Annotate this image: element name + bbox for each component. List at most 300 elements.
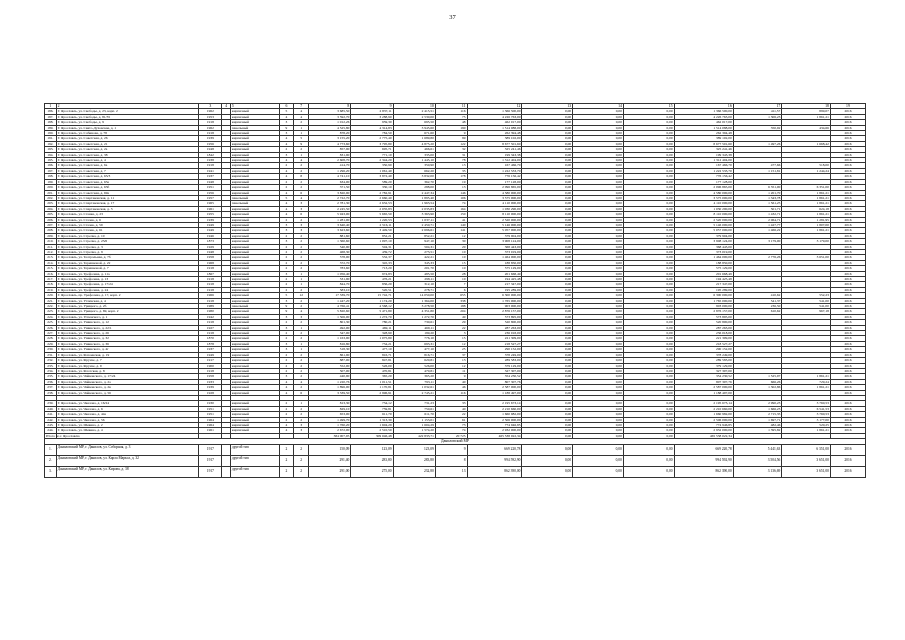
table-cell: 1 — [45, 104, 57, 109]
table-cell: 671,60 — [393, 131, 435, 136]
table-cell: 4 580 000,00 — [674, 190, 733, 195]
table-cell: 389 102,00 — [674, 136, 733, 141]
table-cell: кирпичный — [230, 282, 279, 287]
table-cell: 0,00 — [522, 228, 573, 233]
table-cell: 278,71 — [393, 287, 435, 292]
table-cell: 836,20 — [351, 282, 393, 287]
table-cell: 186. — [45, 109, 57, 114]
table-cell: 197. — [45, 168, 57, 173]
table-cell: 221 309,00 — [467, 336, 522, 341]
table-cell: кирпичный — [230, 217, 279, 222]
table-cell: 0,00 — [522, 255, 573, 260]
table-cell: 2 — [294, 163, 309, 168]
table-cell: 33 — [435, 401, 467, 406]
table-cell: 816,80 — [309, 341, 351, 346]
table-cell: 1939 — [199, 385, 222, 390]
table-cell: 9 — [435, 444, 467, 455]
table-cell: 0,00 — [573, 379, 624, 384]
table-cell: 2016 — [830, 390, 865, 395]
table-cell: 2016 — [830, 363, 865, 368]
table-cell: Г. Ярославль, ул. Свободы, д. 81/35 — [56, 114, 199, 119]
table-cell: Г. Ярославль, ул. Спартаковская, д. 17 — [56, 201, 199, 206]
table-cell: 214. — [45, 260, 57, 265]
table-cell: 9 — [351, 104, 393, 109]
table-cell: 2 — [279, 244, 294, 249]
table-cell: 1949 — [199, 352, 222, 357]
table-cell: Даниловский МР, г. Данилов, ул. Соборная, д. 3 — [56, 444, 199, 455]
table-cell: 573 895,00 — [467, 314, 522, 319]
table-cell: 2016 — [830, 141, 865, 146]
table-cell: 0,00 — [573, 428, 624, 433]
table-cell: 4 — [279, 158, 294, 163]
table-cell: 0,00 — [573, 368, 624, 373]
table-cell: 3 945,60 — [393, 125, 435, 130]
table-cell: 3 820,90 — [309, 190, 351, 195]
table-cell: 520 800,00 — [674, 320, 733, 325]
table-cell: кирпичный — [230, 363, 279, 368]
table-cell: Г. Ярославль, ул. Трефолева, д. 11а — [56, 271, 199, 276]
table-cell: 1 604,29 — [393, 422, 435, 427]
table-cell: 0,00 — [522, 266, 573, 271]
table-cell: 1956 — [199, 190, 222, 195]
table-cell: панельный — [230, 304, 279, 309]
page-number: 37 — [449, 14, 456, 21]
table-cell: 462 017,00 — [467, 120, 522, 125]
table-cell: 2 876 157,00 — [674, 309, 733, 314]
table-cell: 0,00 — [522, 168, 573, 173]
table-cell: 541,00 — [782, 298, 831, 303]
table-cell: 17 — [733, 104, 782, 109]
table-cell: 2 587 000,00 — [467, 385, 522, 390]
table-cell: 3. — [45, 466, 57, 477]
table-cell: 9 — [435, 374, 467, 379]
table-cell: 0,00 — [623, 163, 674, 168]
table-cell: 0,00 — [573, 390, 624, 395]
table-cell: 2 782,91 — [351, 190, 393, 195]
table-cell: 1 861,21 — [782, 195, 831, 200]
table-cell: 0,00 — [623, 201, 674, 206]
table-cell: 807 307,76 — [467, 379, 522, 384]
table-cell: другой тип — [230, 444, 279, 455]
table-cell: 1 514 088,00 — [467, 125, 522, 130]
table-cell: 967,18 — [782, 309, 831, 314]
table-cell: 3 179,00 — [733, 239, 782, 244]
table-cell: 389 102,00 — [467, 136, 522, 141]
table-cell: 167 466,70 — [467, 163, 522, 168]
table-cell: 829,10 — [309, 406, 351, 411]
table-cell: 11 — [435, 104, 467, 109]
table-cell: 2 — [294, 304, 309, 309]
table-cell: 3 — [279, 341, 294, 346]
table-cell: 1958 — [199, 255, 222, 260]
table-cell: 0,00 — [522, 379, 573, 384]
table-cell: 2016 — [830, 406, 865, 411]
table-cell: 0,00 — [522, 244, 573, 249]
table-cell: 345,33 — [351, 260, 393, 265]
table-cell: 0,00 — [573, 298, 624, 303]
table-cell: 2 — [279, 358, 294, 363]
table-cell: 4 351,80 — [393, 309, 435, 314]
table-cell: 0,00 — [623, 266, 674, 271]
table-cell: 1 427,77 — [733, 222, 782, 227]
table-cell: 298,11 — [393, 277, 435, 282]
table-cell: кирпичный — [230, 249, 279, 254]
table-cell: 0,00 — [573, 206, 624, 211]
table-cell: 1 075,80 — [351, 336, 393, 341]
table-cell: 241. — [45, 412, 57, 417]
table-cell: 1 — [294, 271, 309, 276]
table-cell: Г. Ярославль, ул. Ушинского, д. 12 — [56, 320, 199, 325]
table-cell: 3 — [294, 228, 309, 233]
table-cell: 0,00 — [623, 271, 674, 276]
table-cell: 0,00 — [623, 379, 674, 384]
table-cell — [222, 466, 230, 477]
table-cell: 734,21 — [351, 341, 393, 346]
table-cell: 1964 — [199, 417, 222, 422]
table-cell: 2 — [279, 455, 294, 466]
table-cell: 3 640,40 — [309, 222, 351, 227]
table-cell: 7 — [294, 104, 309, 109]
table-cell: 470,81 — [393, 368, 435, 373]
table-cell: 0,00 — [623, 125, 674, 130]
table-cell: 994 592,90 — [674, 455, 733, 466]
table-cell: 434,66 — [782, 125, 831, 130]
table-cell: 1 170,81 — [351, 385, 393, 390]
table-cell: 0,00 — [573, 341, 624, 346]
table-cell: 1917 — [199, 455, 222, 466]
table-cell: 759,81 — [351, 406, 393, 411]
table-cell: 116 — [435, 109, 467, 114]
table-cell: 0,00 — [623, 314, 674, 319]
table-cell: 1918 — [199, 320, 222, 325]
table-cell: 1 — [294, 131, 309, 136]
table-cell: 1 666,23 — [733, 406, 782, 411]
table-cell: 0,00 — [623, 385, 674, 390]
section-title: Даниловский МР — [45, 439, 866, 444]
table-cell: 1 272,70 — [351, 314, 393, 319]
table-cell: 1 765 000,00 — [674, 298, 733, 303]
table-cell: 0,00 — [573, 141, 624, 146]
table-cell: 2 — [294, 298, 309, 303]
table-cell: 575 129,00 — [467, 266, 522, 271]
table-cell: 0,00 — [623, 466, 674, 477]
table-cell: 2 996,91 — [351, 390, 393, 395]
table-cell: 354 230,52 — [674, 374, 733, 379]
table-cell: 237. — [45, 385, 57, 390]
table-cell: 2 — [279, 179, 294, 184]
table-cell: кирпичный — [230, 374, 279, 379]
table-cell: 116 — [435, 390, 467, 395]
table-cell: 0,00 — [573, 271, 624, 276]
table-cell: 2 608,70 — [309, 158, 351, 163]
table-cell: 2 — [294, 249, 309, 254]
table-cell: 611,70 — [351, 412, 393, 417]
table-cell: 2 — [294, 406, 309, 411]
table-cell: 439,72 — [351, 249, 393, 254]
table-cell: кирпичный — [230, 260, 279, 265]
table-cell: Г. Ярославль, ул. Спартаковская, д. 11 — [56, 195, 199, 200]
table-cell: 3 179,00 — [782, 239, 831, 244]
table-cell: 1 395,82 — [733, 428, 782, 433]
table-cell: 2 — [56, 104, 199, 109]
table-cell: 365,20 — [393, 374, 435, 379]
table-cell: 19 — [830, 104, 865, 109]
table-cell: 0,00 — [623, 287, 674, 292]
table-cell: 0,00 — [623, 341, 674, 346]
table-cell: 3 — [279, 152, 294, 157]
table-cell: 0,00 — [522, 152, 573, 157]
table-cell: 188 — [435, 304, 467, 309]
table-cell: 0,00 — [623, 255, 674, 260]
table-cell: 693,31 — [393, 341, 435, 346]
table-cell: 0,00 — [522, 363, 573, 368]
table-cell: 228. — [45, 336, 57, 341]
table-cell: 74 — [435, 428, 467, 433]
table-cell: 1 689,80 — [393, 136, 435, 141]
table-cell: 0,00 — [623, 109, 674, 114]
table-cell: 5 — [230, 104, 279, 109]
table-cell: 3 — [294, 428, 309, 433]
table-cell: 1 302,86 — [733, 385, 782, 390]
table-cell: 2 — [294, 331, 309, 336]
table-cell: 0,00 — [522, 331, 573, 336]
table-cell: 223. — [45, 309, 57, 314]
table-cell: кирпичный — [230, 168, 279, 173]
table-cell: 1962 — [199, 125, 222, 130]
table-cell: 1 525,97 — [733, 374, 782, 379]
table-cell: кирпичный — [230, 179, 279, 184]
table-cell: Г. Ярославль, пр. Трефолева, д. 17, корп. 2 — [56, 293, 199, 298]
table-cell: 338 — [435, 298, 467, 303]
table-cell: 774 946,85 — [674, 422, 733, 427]
table-cell: 0,00 — [623, 174, 674, 179]
table-cell: 1 366 500,00 — [467, 109, 522, 114]
table-cell: 15 — [435, 260, 467, 265]
table-cell: 2016 — [830, 147, 865, 152]
table-cell: 2 415,51 — [393, 109, 435, 114]
table-cell: 713,20 — [351, 266, 393, 271]
table-cell: 1918 — [199, 266, 222, 271]
table-cell: Г. Ярославль, ул. Стачек, д. 6 — [56, 217, 199, 222]
table-cell: 1 668,42 — [782, 141, 831, 146]
table-cell: 774 946,85 — [467, 422, 522, 427]
table-cell: кирпичный — [230, 244, 279, 249]
table-cell: 2 775,40 — [351, 136, 393, 141]
table-cell: 2016 — [830, 163, 865, 168]
table-cell: 0,00 — [623, 249, 674, 254]
table-cell: 275,00 — [351, 466, 393, 477]
table-cell: 2016 — [830, 260, 865, 265]
table-cell: 947,10 — [393, 239, 435, 244]
table-cell: 233. — [45, 363, 57, 368]
table-cell: 22 — [435, 325, 467, 330]
table-cell: 1 343,78 — [733, 195, 782, 200]
table-cell: 362,70 — [393, 179, 435, 184]
table-cell: кирпичный — [230, 358, 279, 363]
table-cell: 2 990,23 — [733, 401, 782, 406]
table-cell: 372,70 — [309, 260, 351, 265]
table-cell: 655 — [435, 293, 467, 298]
table-cell: 242. — [45, 417, 57, 422]
table-cell: 1 861,21 — [782, 228, 831, 233]
table-cell: кирпичный — [230, 109, 279, 114]
table-cell: 0,00 — [522, 336, 573, 341]
table-cell: 477,66 — [733, 163, 782, 168]
table-cell: 232. — [45, 358, 57, 363]
table-cell: 0,00 — [573, 347, 624, 352]
table-cell: 7 — [435, 282, 467, 287]
table-cell: 4 — [279, 422, 294, 427]
table-cell: 6 — [294, 190, 309, 195]
table-cell: 2 — [279, 320, 294, 325]
table-cell: 624,18 — [782, 206, 831, 211]
table-cell: 1 360,60 — [309, 239, 351, 244]
table-cell: 0,00 — [573, 304, 624, 309]
table-cell: 178 — [435, 174, 467, 179]
table-cell: 2016 — [830, 401, 865, 406]
table-cell: 852,21 — [393, 233, 435, 238]
table-cell: 0,00 — [522, 352, 573, 357]
table-cell: 0,00 — [573, 466, 624, 477]
table-cell: 1 506,00 — [309, 314, 351, 319]
table-cell: 0,00 — [573, 233, 624, 238]
table-cell: 0,00 — [573, 158, 624, 163]
table-cell: 4 — [279, 206, 294, 211]
table-cell: панельный — [230, 125, 279, 130]
table-cell: 2016 — [830, 206, 865, 211]
table-cell: 3 339,50 — [309, 390, 351, 395]
table-cell: 0,00 — [522, 260, 573, 265]
table-cell: 0,00 — [522, 163, 573, 168]
table-cell: 1941 — [199, 168, 222, 173]
table-cell: 2 096 865,00 — [467, 185, 522, 190]
table-cell: 5 820,60 — [309, 309, 351, 314]
table-cell: 2 — [294, 260, 309, 265]
table-cell: 1 030 290,00 — [674, 206, 733, 211]
table-cell: 0,00 — [623, 147, 674, 152]
table-cell: 526,00 — [393, 363, 435, 368]
table-cell: 0,00 — [522, 401, 573, 406]
table-cell: 0,00 — [522, 131, 573, 136]
table-cell: 5 441,63 — [733, 444, 782, 455]
table-cell: 1961 — [199, 428, 222, 433]
table-cell: 3 155,20 — [309, 136, 351, 141]
table-cell: 37 — [435, 352, 467, 357]
table-cell: 695,71 — [351, 147, 393, 152]
table-cell: 379 129,00 — [674, 363, 733, 368]
table-cell: 2 — [279, 217, 294, 222]
table-cell: 1 296,20 — [309, 168, 351, 173]
table-cell: кирпичный — [230, 428, 279, 433]
table-cell: 784,50 — [351, 131, 393, 136]
table-cell: 669 220,78 — [674, 444, 733, 455]
table-cell: 2 195 673,14 — [467, 401, 522, 406]
table-cell: 262 394,48 — [467, 131, 522, 136]
table-cell: 2 876 157,00 — [467, 309, 522, 314]
table-cell: Г. Ярославль, ул. Станка, д. 23 — [56, 212, 199, 217]
table-cell: 532,37 — [351, 255, 393, 260]
table-cell: 862 390,00 — [467, 466, 522, 477]
table-cell: 1 306,23 — [733, 114, 782, 119]
table-cell: 2016 — [830, 233, 865, 238]
table-cell: 2 520 000,00 — [467, 217, 522, 222]
table-cell: 518,30 — [309, 347, 351, 352]
table-cell: 2016 — [830, 271, 865, 276]
table-cell: 1918 — [199, 277, 222, 282]
table-cell: 0,00 — [623, 179, 674, 184]
table-cell: 3 — [279, 222, 294, 227]
table-cell: 1948 — [199, 249, 222, 254]
table-cell: 2 064,71 — [733, 217, 782, 222]
table-cell: 1 660 982,00 — [674, 412, 733, 417]
table-cell: 0,00 — [623, 320, 674, 325]
table-cell: 3 — [279, 228, 294, 233]
table-cell: 0,00 — [522, 185, 573, 190]
table-cell: 0,00 — [623, 455, 674, 466]
table-cell: 226. — [45, 325, 57, 330]
table-cell: 1 061,40 — [351, 168, 393, 173]
table-cell: 2016 — [830, 379, 865, 384]
table-cell: 32 — [435, 147, 467, 152]
table-cell: 816,71 — [351, 352, 393, 357]
table-cell: 1964 — [199, 422, 222, 427]
table-cell: 1 030 290,00 — [467, 206, 522, 211]
table-cell: 4 — [279, 174, 294, 179]
table-cell: 634,00 — [309, 179, 351, 184]
table-cell: 468,30 — [309, 249, 351, 254]
table-cell: 4 580 000,00 — [467, 190, 522, 195]
table-cell: 2 — [294, 374, 309, 379]
table-cell: Г. Ярославль, ул. Ушинского, д. 26 — [56, 331, 199, 336]
table-cell: 2 — [279, 331, 294, 336]
table-cell: 2016 — [830, 287, 865, 292]
table-cell: 2016 — [830, 249, 865, 254]
table-cell: Даниловский МР, г. Данилов, ул. Карла Маркса, д. 32 — [56, 455, 199, 466]
table-cell: 225. — [45, 320, 57, 325]
table-cell: кирпичный — [230, 401, 279, 406]
table-cell: 177 128,00 — [674, 179, 733, 184]
table-cell: 199. — [45, 179, 57, 184]
table-cell: Г. Ярославль, ул. Терешковой, д. 22 — [56, 260, 199, 265]
table-cell: 1955 — [199, 212, 222, 217]
table-cell: 2 — [279, 282, 294, 287]
table-cell: 2 837,11 — [351, 109, 393, 114]
table-cell: 195 289,00 — [674, 287, 733, 292]
table-cell: 0,00 — [623, 120, 674, 125]
table-cell: 177 128,00 — [467, 179, 522, 184]
table-cell: 0,00 — [522, 233, 573, 238]
table-cell: 2 — [294, 363, 309, 368]
table-cell: 221 309,00 — [674, 336, 733, 341]
table-cell: 15 — [623, 104, 674, 109]
table-cell: 730,61 — [393, 320, 435, 325]
table-cell: 2016 — [830, 336, 865, 341]
table-cell: 1 861,21 — [782, 385, 831, 390]
table-cell: 1939 — [199, 136, 222, 141]
table-cell: 5 146 000,00 — [674, 222, 733, 227]
table-cell: Г. Ярославль, ул. Фатеевская, д. 19 — [56, 352, 199, 357]
table-cell: 0,00 — [573, 136, 624, 141]
table-cell: 3 — [279, 239, 294, 244]
table-cell: 0,00 — [522, 422, 573, 427]
table-cell: 0,00 — [623, 406, 674, 411]
table-cell: 3 177,00 — [782, 417, 831, 422]
table-cell: 552,23 — [782, 293, 831, 298]
table-cell: 3 136,69 — [733, 466, 782, 477]
table-cell: 1 447,20 — [309, 298, 351, 303]
table-cell: 196. — [45, 163, 57, 168]
table-cell: 327 307,00 — [467, 368, 522, 373]
